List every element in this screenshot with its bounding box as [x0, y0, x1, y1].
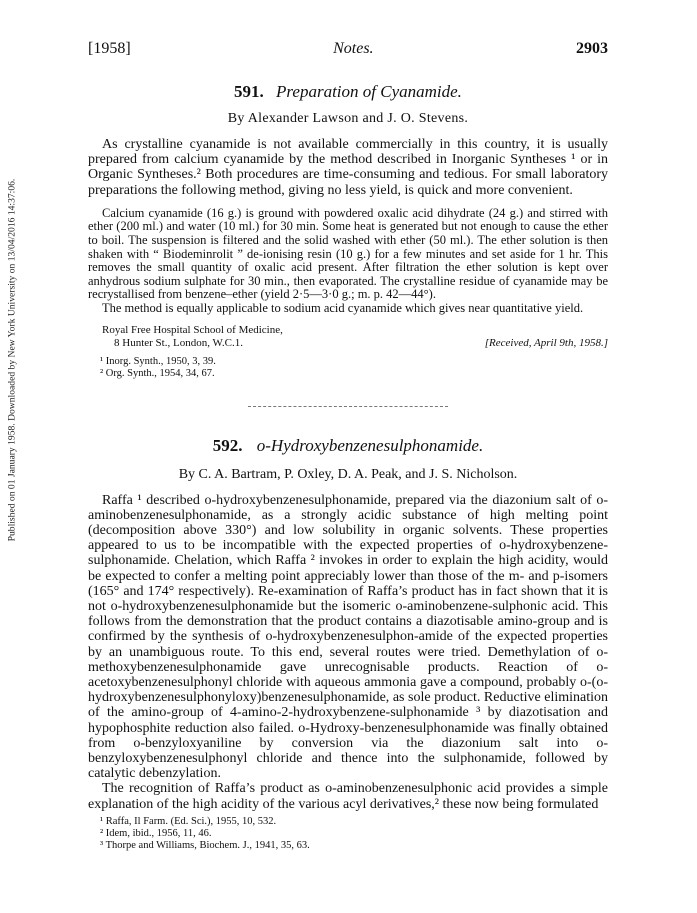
section-divider	[248, 406, 448, 407]
note-592-title	[88, 436, 608, 456]
reference-item: ³ Thorpe and Williams, Biochem. J., 1941, 35, 63.	[100, 840, 310, 852]
header-page-number: 2903	[575, 40, 608, 57]
header-section: Notes.	[333, 40, 374, 57]
reference-item: ² Org. Synth., 1954, 34, 67.	[100, 368, 215, 380]
note-592-byline: By C. A. Bartram, P. Oxley, D. A. Peak, and J. S. Nicholson.	[178, 466, 518, 482]
note-591-references	[88, 356, 608, 381]
note-592-para-2: The recognition of Raffa’s product as o-aminobenzenesulphonic acid provides a simple explanation of the high acidity of the various acyl derivatives,² these now being formulated	[88, 781, 608, 812]
download-watermark-text: Published on 01 January 1958. Downloaded by New York University on 13/04/2016 14:37:06.	[6, 178, 18, 542]
reference-item: ² Idem, ibid., 1956, 11, 46.	[100, 828, 212, 840]
note-592-references	[88, 816, 608, 853]
note-592-para-1: Raffa ¹ described o-hydroxybenzenesulphonamide, prepared via the diazonium salt of o-aminobenzenesulphonamide, as a strongly acidic substance of high melting point (decomposition above 330°) and low solubility in organic solvents. These properties appeared to us to be incompatible with the expected properties of o-hydroxybenzene-sulphonamide. Chelation, which Raffa ² invokes in order to explain the high acidity, would be expected to confer a melting point appreciably lower than those of the m- and p-isomers (165° and 174° respectively). Re-examination of Raffa’s product has in fact shown that it is not o-hydroxybenzenesulphonamide but the isomeric o-aminobenzene-sulphonic acid. This follows from the demonstration that the product contains a diazotisable amino-group and is confirmed by the synthesis of o-hydroxybenzenesulphon-amide of the expected properties by an unambiguous route. To this end, several routes were tried. Demethylation of o-methoxybenzenesulphonamide gave unrecognisable products. Reaction of o-acetoxybenzenesulphonyl chloride with aqueous ammonia gave a compound, probably o-(o-hydroxybenzenesulphonyloxy)benzenesulphonamide, as sole product. Reductive elimination of the amino-group of 4-amino-2-hydroxybenzene-sulphonamide ³ by diazotisation and hypophosphite reduction also failed. o-Hydroxy-benzenesulphonamide was finally obtained from o-benzyloxyaniline by conversion via the diazonium salt into o-benzyloxybenzenesulphonyl chloride and thence into the sulphonamide, followed by catalytic debenzylation.	[88, 492, 608, 782]
note-592-heading: o-Hydroxybenzenesulphonamide.	[256, 435, 484, 455]
download-watermark	[5, 150, 19, 570]
note-591-address	[88, 324, 608, 350]
address-line-2: 8 Hunter St., London, W.C.1.	[114, 336, 243, 349]
note-591-number: 591.	[234, 82, 264, 101]
header-year: [1958]	[88, 40, 131, 57]
received-date: [Received, April 9th, 1958.]	[484, 336, 608, 349]
running-header	[88, 40, 608, 58]
address-line-1: Royal Free Hospital School of Medicine,	[102, 323, 283, 336]
note-591-applicable: The method is equally applicable to sodium acid cyanamide which gives near quantitative yield.	[102, 300, 584, 315]
note-591-byline: By Alexander Lawson and J. O. Stevens.	[227, 111, 469, 126]
note-591-heading: Preparation of Cyanamide.	[276, 82, 462, 101]
note-591-intro: As crystalline cyanamide is not available commercially in this country, it is usually prepared from calcium cyanamide by the method described in Inorganic Syntheses ¹ or in Organic Syntheses.² Both procedures are time-consuming and tedious. For small laboratory preparations the following method, giving no less yield, is quick and more convenient.	[88, 137, 608, 198]
journal-page	[88, 40, 608, 852]
note-591-title	[88, 82, 608, 102]
note-592-number: 592.	[212, 435, 243, 455]
note-591-method: Calcium cyanamide (16 g.) is ground with powdered oxalic acid dihydrate (24 g.) and stirred with ether (200 ml.) and water (10 ml.) for 30 min. Some heat is generated but not enough to cause the ether to boil. The suspension is filtered and the solid washed with ether (50 ml.). The ether solution is then shaken with “ Biodeminrolit ” de-ionising resin (10 g.) for a few minutes and set aside for 1 hr. This removes the small quantity of oxalic acid present. After filtration the ether solution is kept over anhydrous sodium sulphate for 30 min., then evaporated. The crystalline residue of cyanamide may be recrystallised from benzene–ether (yield 2·5—3·0 g.; m. p. 42—44°).	[88, 205, 608, 302]
reference-item: ¹ Raffa, Il Farm. (Ed. Sci.), 1955, 10, 532.	[100, 815, 277, 827]
reference-item: ¹ Inorg. Synth., 1950, 3, 39.	[100, 355, 216, 367]
